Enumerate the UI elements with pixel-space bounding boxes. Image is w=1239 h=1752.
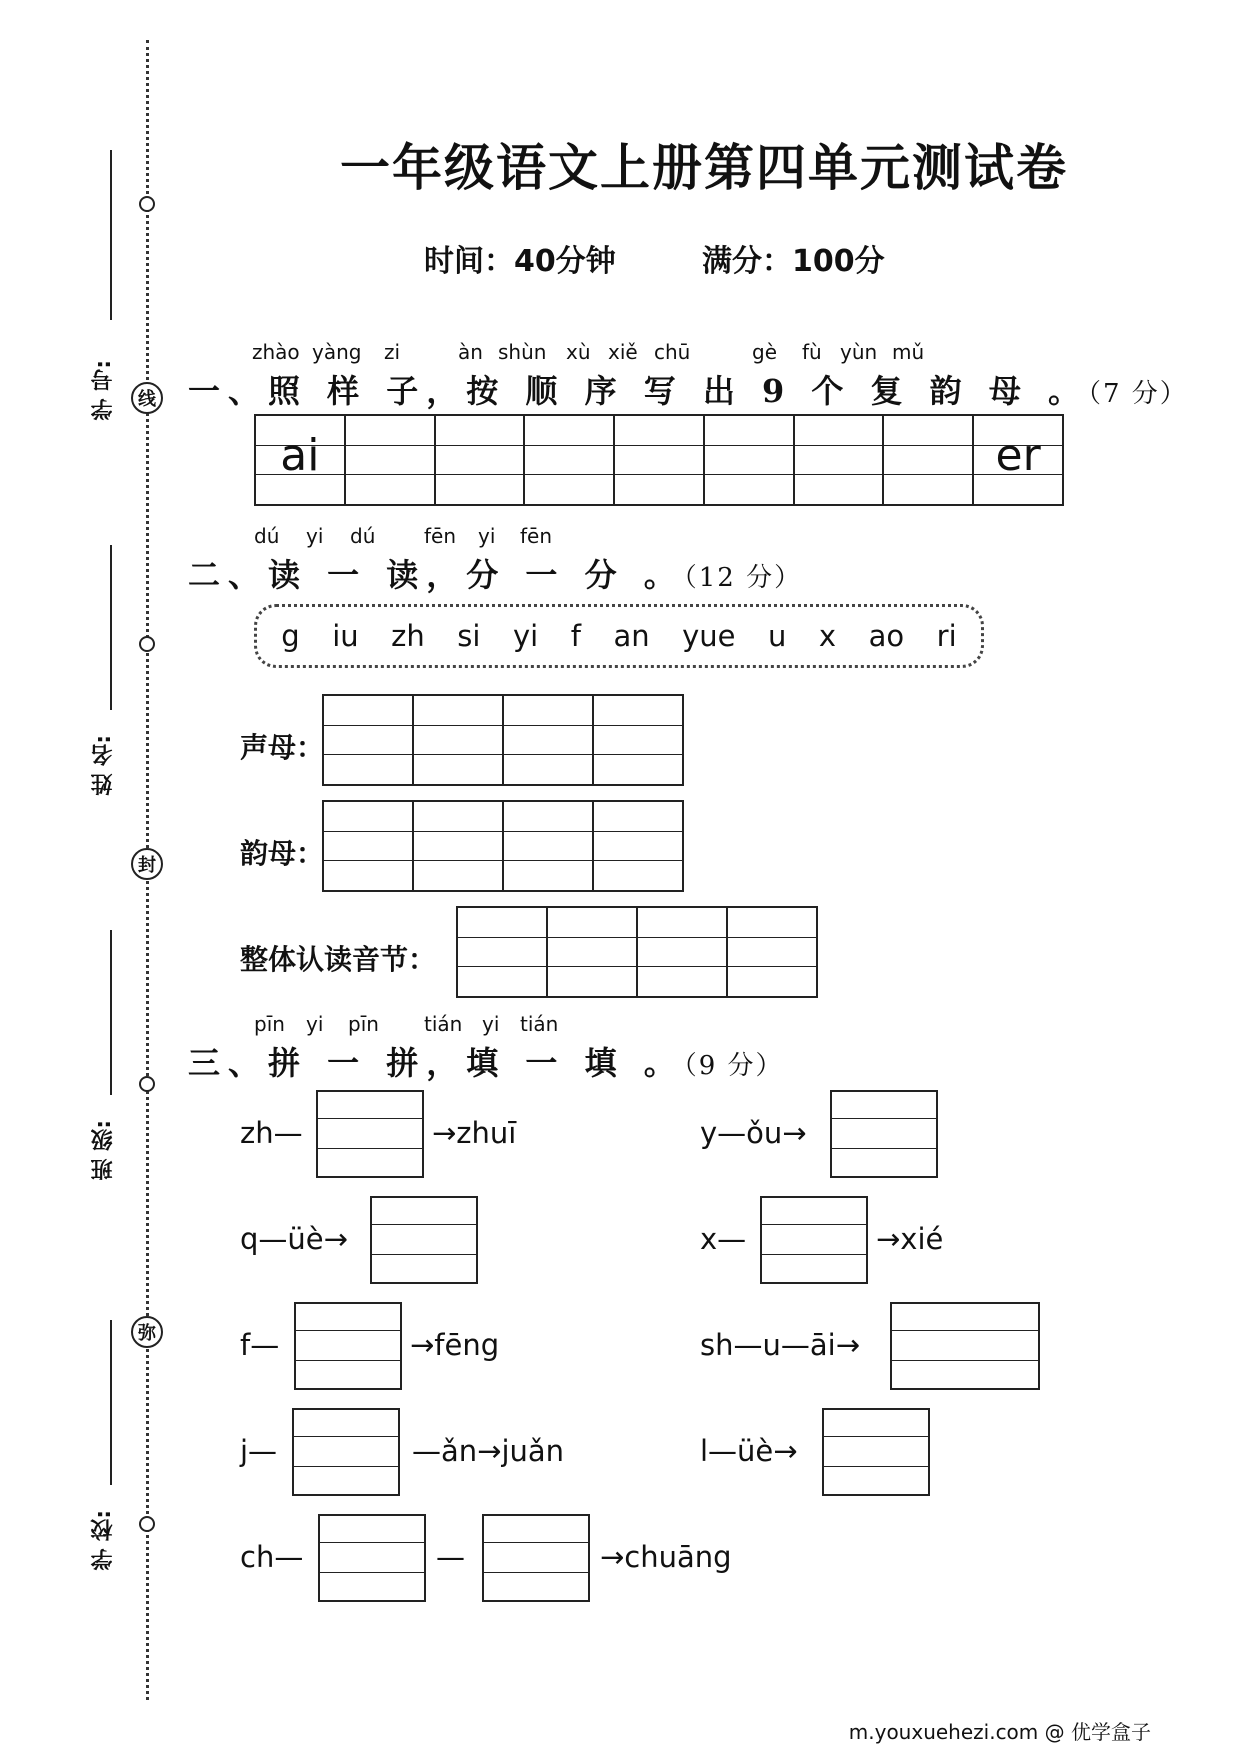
grid-cell[interactable] — [324, 696, 414, 784]
answer-box[interactable] — [760, 1196, 868, 1284]
pinyin-annotation: fēn — [424, 524, 457, 548]
grid-cell[interactable] — [414, 802, 504, 890]
grid-cell[interactable] — [594, 802, 682, 890]
binding-hole — [139, 196, 155, 212]
grid-cell[interactable]: ai — [256, 416, 346, 504]
grid-cell[interactable] — [324, 802, 414, 890]
pinyin-annotation: xù — [566, 340, 591, 364]
pinyin-annotation: mǔ — [892, 340, 925, 364]
pinyin-syllable: u — [768, 619, 787, 653]
pinyin-annotation: fēn — [520, 524, 553, 548]
section-2-heading — [188, 550, 802, 596]
pinyin-syllable: x — [818, 619, 837, 653]
spelling-prefix: ch— — [240, 1540, 304, 1574]
answer-box[interactable] — [370, 1196, 478, 1284]
pinyin-annotation: yàng — [312, 340, 362, 364]
pinyin-annotation: shùn — [498, 340, 547, 364]
exam-time: 时间：40分钟 — [424, 244, 616, 279]
pinyin-syllable: an — [613, 619, 650, 653]
grid-cell[interactable] — [638, 908, 728, 996]
student-number-field[interactable] — [88, 150, 128, 420]
pinyin-annotation: zi — [384, 340, 401, 364]
initials-label: 声母： — [240, 731, 325, 764]
initials-grid[interactable] — [322, 694, 684, 786]
school-field[interactable] — [88, 1320, 128, 1570]
grid-cell[interactable] — [884, 416, 974, 504]
seal-mark-xian: 线 — [131, 382, 163, 414]
answer-box[interactable] — [890, 1302, 1040, 1390]
pinyin-annotation: yi — [306, 1012, 324, 1036]
pinyin-syllable: yue — [682, 619, 736, 653]
student-number-label: 学 号: — [91, 359, 116, 420]
pinyin-annotation: dú — [350, 524, 376, 548]
full-score: 满分：100分 — [702, 244, 885, 279]
whole-syllables-grid[interactable] — [456, 906, 818, 998]
section-2-text: 二、读 一 读，分 一 分 。 — [188, 556, 684, 594]
pinyin-annotation: yi — [482, 1012, 500, 1036]
pinyin-annotation: pīn — [348, 1012, 379, 1036]
grid-cell[interactable] — [795, 416, 885, 504]
spelling-prefix: y—ǒu→ — [700, 1116, 807, 1150]
grid-cell[interactable] — [346, 416, 436, 504]
pinyin-annotation: àn — [458, 340, 483, 364]
answer-box[interactable] — [822, 1408, 930, 1496]
pinyin-syllable: ri — [936, 619, 957, 653]
binding-hole — [139, 1076, 155, 1092]
spelling-prefix: x— — [700, 1222, 747, 1256]
pinyin-annotation: dú — [254, 524, 280, 548]
section-3-text: 三、拼 一 拼，填 一 填 。 — [188, 1044, 684, 1082]
pinyin-syllable: si — [457, 619, 481, 653]
section-2-points: （12 分） — [683, 563, 803, 593]
spelling-result: →chuāng — [600, 1540, 732, 1574]
section-1-points: （7 分） — [1087, 379, 1188, 409]
section-3-points: （9 分） — [683, 1051, 784, 1081]
spelling-result: →zhuī — [432, 1116, 517, 1150]
spelling-prefix: j— — [240, 1434, 278, 1468]
grid-cell[interactable] — [414, 696, 504, 784]
grid-cell[interactable] — [525, 416, 615, 504]
answer-box[interactable] — [292, 1408, 400, 1496]
grid-cell[interactable] — [705, 416, 795, 504]
school-line — [110, 1320, 112, 1485]
spelling-result: →fēng — [410, 1328, 500, 1362]
pinyin-annotation: yùn — [840, 340, 878, 364]
grid-cell[interactable] — [594, 696, 682, 784]
page-title: 一年级语文上册第四单元测试卷 — [340, 139, 1068, 197]
grid-cell[interactable] — [615, 416, 705, 504]
binding-hole — [139, 636, 155, 652]
answer-box[interactable] — [830, 1090, 938, 1178]
compound-finals-grid[interactable] — [254, 414, 1064, 506]
finals-grid[interactable] — [322, 800, 684, 892]
section-1-heading — [188, 366, 1188, 412]
grid-cell[interactable] — [458, 908, 548, 996]
pinyin-syllable: ao — [868, 619, 905, 653]
pinyin-annotation: fù — [802, 340, 822, 364]
seal-mark-mi: 弥 — [131, 1316, 163, 1348]
pinyin-syllable: g — [281, 619, 300, 653]
spelling-prefix: sh—u—āi→ — [700, 1328, 860, 1362]
answer-box[interactable] — [482, 1514, 590, 1602]
grid-cell[interactable] — [548, 908, 638, 996]
pinyin-annotation: gè — [752, 340, 777, 364]
binding-hole — [139, 1516, 155, 1532]
pinyin-annotation: zhào — [252, 340, 300, 364]
spelling-prefix: f— — [240, 1328, 280, 1362]
pinyin-syllable: zh — [391, 619, 425, 653]
spelling-prefix: l—üè→ — [700, 1434, 798, 1468]
pinyin-letter-bank — [254, 604, 984, 668]
student-number-line — [110, 150, 112, 320]
pinyin-annotation: pīn — [254, 1012, 285, 1036]
class-field[interactable] — [88, 930, 128, 1180]
spelling-result: —ǎn→juǎn — [412, 1434, 565, 1468]
whole-syllables-label: 整体认读音节： — [240, 943, 437, 976]
pinyin-syllable: yi — [512, 619, 539, 653]
class-line — [110, 930, 112, 1095]
spelling-prefix: q—üè→ — [240, 1222, 348, 1256]
pinyin-annotation: tián — [424, 1012, 463, 1036]
grid-cell[interactable] — [436, 416, 526, 504]
school-label: 学 校: — [91, 1509, 116, 1570]
pinyin-syllable: f — [570, 619, 581, 653]
pinyin-annotation: chū — [654, 340, 691, 364]
grid-cell[interactable] — [728, 908, 816, 996]
answer-box[interactable] — [294, 1302, 402, 1390]
grid-cell[interactable] — [504, 802, 594, 890]
spelling-result: →xié — [876, 1222, 944, 1256]
pinyin-annotation: yi — [478, 524, 496, 548]
answer-box[interactable] — [316, 1090, 424, 1178]
name-label: 姓 名: — [91, 734, 116, 795]
section-1-text: 一、照 样 子，按 顺 序 写 出 9 个 复 韵 母 。 — [188, 372, 1088, 410]
pinyin-annotation: yi — [306, 524, 324, 548]
grid-cell[interactable]: er — [974, 416, 1062, 504]
spelling-prefix: zh— — [240, 1116, 303, 1150]
pinyin-annotation: xiě — [608, 340, 638, 364]
section-3-heading — [188, 1038, 784, 1084]
class-label: 班 级: — [91, 1119, 116, 1180]
spelling-connector: — — [436, 1540, 465, 1574]
pinyin-annotation: tián — [520, 1012, 559, 1036]
finals-label: 韵母： — [240, 837, 325, 870]
pinyin-syllable: iu — [332, 619, 359, 653]
name-field[interactable] — [88, 545, 128, 795]
footer-watermark: m.youxuehezi.com @ 优学盒子 — [848, 1720, 1151, 1744]
grid-cell[interactable] — [504, 696, 594, 784]
answer-box[interactable] — [318, 1514, 426, 1602]
seal-mark-feng: 封 — [131, 848, 163, 880]
name-line — [110, 545, 112, 710]
